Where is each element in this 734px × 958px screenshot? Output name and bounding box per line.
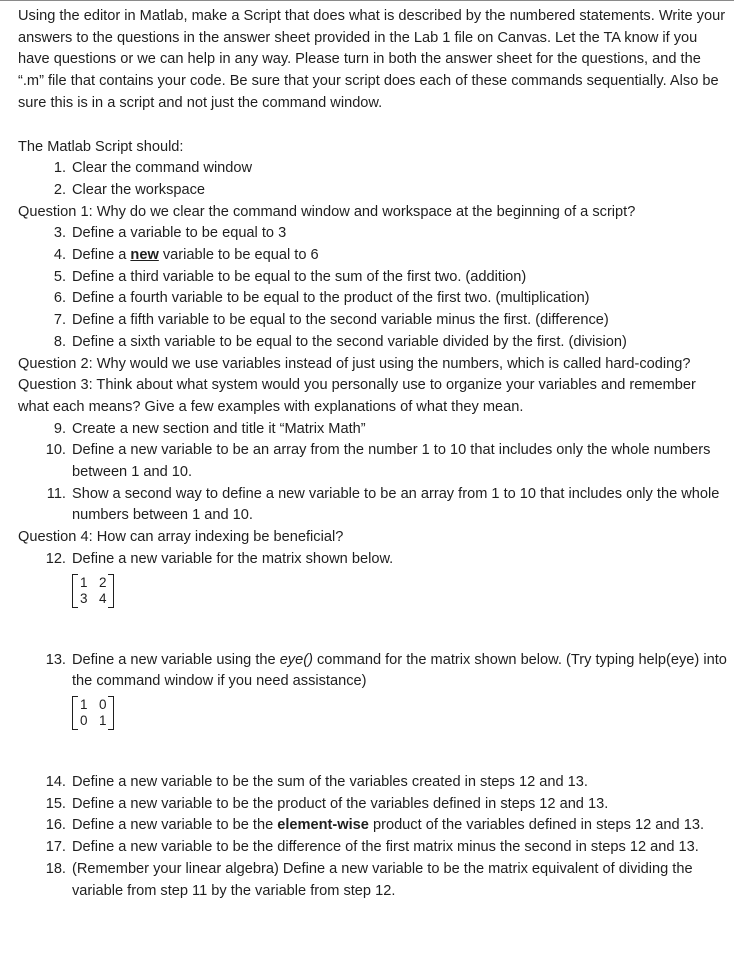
step-number: 10. (45, 442, 66, 459)
step-number: 18. (45, 860, 66, 877)
step-text: Define a third variable to be equal to the sum of the first two. (addition) (72, 268, 527, 285)
steps-list-3-8 (18, 223, 730, 353)
step-10 (18, 440, 730, 483)
matrix-cell: 2 (99, 574, 107, 590)
step-text: Define a new variable for the matrix shown below. (72, 550, 394, 567)
matrix-step-12 (72, 572, 122, 610)
step-14 (18, 772, 730, 794)
step-number: 1. (53, 160, 66, 177)
step-18 (18, 859, 730, 902)
page-top-border (0, 0, 734, 1)
step-text: Define a fifth variable to be equal to the second variable minus the first. (difference) (72, 312, 609, 329)
step-16 (18, 815, 730, 837)
step-8 (18, 332, 730, 354)
step-number: 14. (45, 773, 66, 790)
step-text: Define a sixth variable to be equal to the second variable divided by the first. (division) (72, 333, 627, 350)
step-text: Define a new variable to be an array from the number 1 to 10 that includes only the whole numbers between 1 and 10. (72, 442, 711, 481)
emphasis-element-wise: element-wise (277, 817, 369, 834)
step-number: 11. (46, 485, 66, 502)
matrix-step-13 (72, 694, 122, 732)
step-6 (18, 288, 730, 310)
matrix-cell: 3 (80, 590, 88, 606)
question-2: Question 2: Why would we use variables instead of just using the numbers, which is called hard-coding? (18, 355, 691, 372)
step-4 (18, 245, 730, 267)
left-bracket (72, 574, 78, 608)
steps-list-12 (18, 549, 730, 571)
step-number: 16. (45, 817, 66, 834)
steps-list-9-11 (18, 419, 730, 528)
matrix-cell: 0 (99, 696, 107, 712)
emphasis-new: new (130, 247, 159, 264)
step-number: 3. (53, 225, 66, 242)
step-17 (18, 837, 730, 859)
steps-list-1-2 (18, 158, 730, 201)
step-text: Clear the workspace (72, 181, 206, 198)
step-1 (18, 158, 730, 180)
step-number: 9. (53, 420, 66, 437)
step-number: 6. (53, 290, 66, 307)
question-4: Question 4: How can array indexing be beneficial? (18, 529, 344, 546)
matrix-cell: 1 (80, 696, 88, 712)
steps-list-14-18 (18, 772, 730, 902)
step-number: 7. (53, 312, 66, 329)
lab-instructions-document (18, 6, 730, 902)
step-11 (18, 484, 730, 527)
step-text: Clear the command window (72, 160, 253, 177)
step-3 (18, 223, 730, 245)
step-number: 4. (53, 247, 66, 264)
step-text: (Remember your linear algebra) Define a new variable to be the matrix equivalent of dividing the variable from step 11 by the variable from step 12. (72, 860, 693, 899)
step-number: 5. (53, 268, 66, 285)
step-number: 17. (45, 839, 66, 856)
step-15 (18, 794, 730, 816)
step-text: Define a new variable to be the product of the variables defined in steps 12 and 13. (72, 795, 609, 812)
step-text: Define a variable to be equal to 3 (72, 225, 287, 242)
step-text-pre: Define a (72, 247, 131, 264)
step-number: 2. (53, 181, 66, 198)
step-text: Define a new variable to be the difference of the first matrix minus the second in steps 12 and 13. (72, 839, 699, 856)
question-1: Question 1: Why do we clear the command window and workspace at the beginning of a script? (18, 203, 636, 220)
steps-list-13 (18, 650, 730, 693)
step-text: Define a fourth variable to be equal to the product of the first two. (multiplication) (72, 290, 590, 307)
step-number: 13. (45, 651, 66, 668)
step-text-pre: Define a new variable to be the (72, 817, 278, 834)
step-text-post: command for the matrix shown below. (Try typing help(eye) into the command window if you need assistance) (72, 651, 727, 690)
step-text-pre: Define a new variable using the (72, 651, 280, 668)
matrix-cell: 4 (99, 590, 107, 606)
right-bracket (108, 696, 114, 730)
matrix-cell: 0 (80, 712, 88, 728)
step-number: 12. (45, 550, 66, 567)
intro-paragraph: Using the editor in Matlab, make a Script that does what is described by the numbered statements. Write your answers to the questions in the answer sheet provided in the Lab 1 file on Canvas. Let the TA know if you have questions or we can help in any way. Please turn in both the answer sheet for the questions, and the “.m” file that contains your code. Be sure that your script does each of these commands sequentially. Also be sure this is in a script and not just the command window. (18, 8, 726, 111)
step-number: 8. (53, 333, 66, 350)
step-text-post: variable to be equal to 6 (158, 247, 319, 264)
step-9 (18, 419, 730, 441)
matrix-cell: 1 (99, 712, 107, 728)
left-bracket (72, 696, 78, 730)
step-13 (18, 650, 730, 693)
script-heading: The Matlab Script should: (18, 138, 184, 155)
right-bracket (108, 574, 114, 608)
matrix-cell: 1 (80, 574, 88, 590)
step-5 (18, 267, 730, 289)
emphasis-eye: eye() (279, 651, 313, 668)
step-text: Define a new variable to be the sum of the variables created in steps 12 and 13. (72, 773, 588, 790)
step-number: 15. (45, 795, 66, 812)
step-12 (18, 549, 730, 571)
step-text: Create a new section and title it “Matrix Math” (72, 420, 366, 437)
step-text: Show a second way to define a new variable to be an array from 1 to 10 that includes only the whole numbers between 1 and 10. (72, 485, 720, 524)
step-7 (18, 310, 730, 332)
step-text-post: product of the variables defined in steps 12 and 13. (368, 817, 704, 834)
step-2 (18, 180, 730, 202)
question-3: Question 3: Think about what system would you personally use to organize your variables and remember what each means? Give a few examples with explanations of what they mean. (18, 377, 696, 415)
